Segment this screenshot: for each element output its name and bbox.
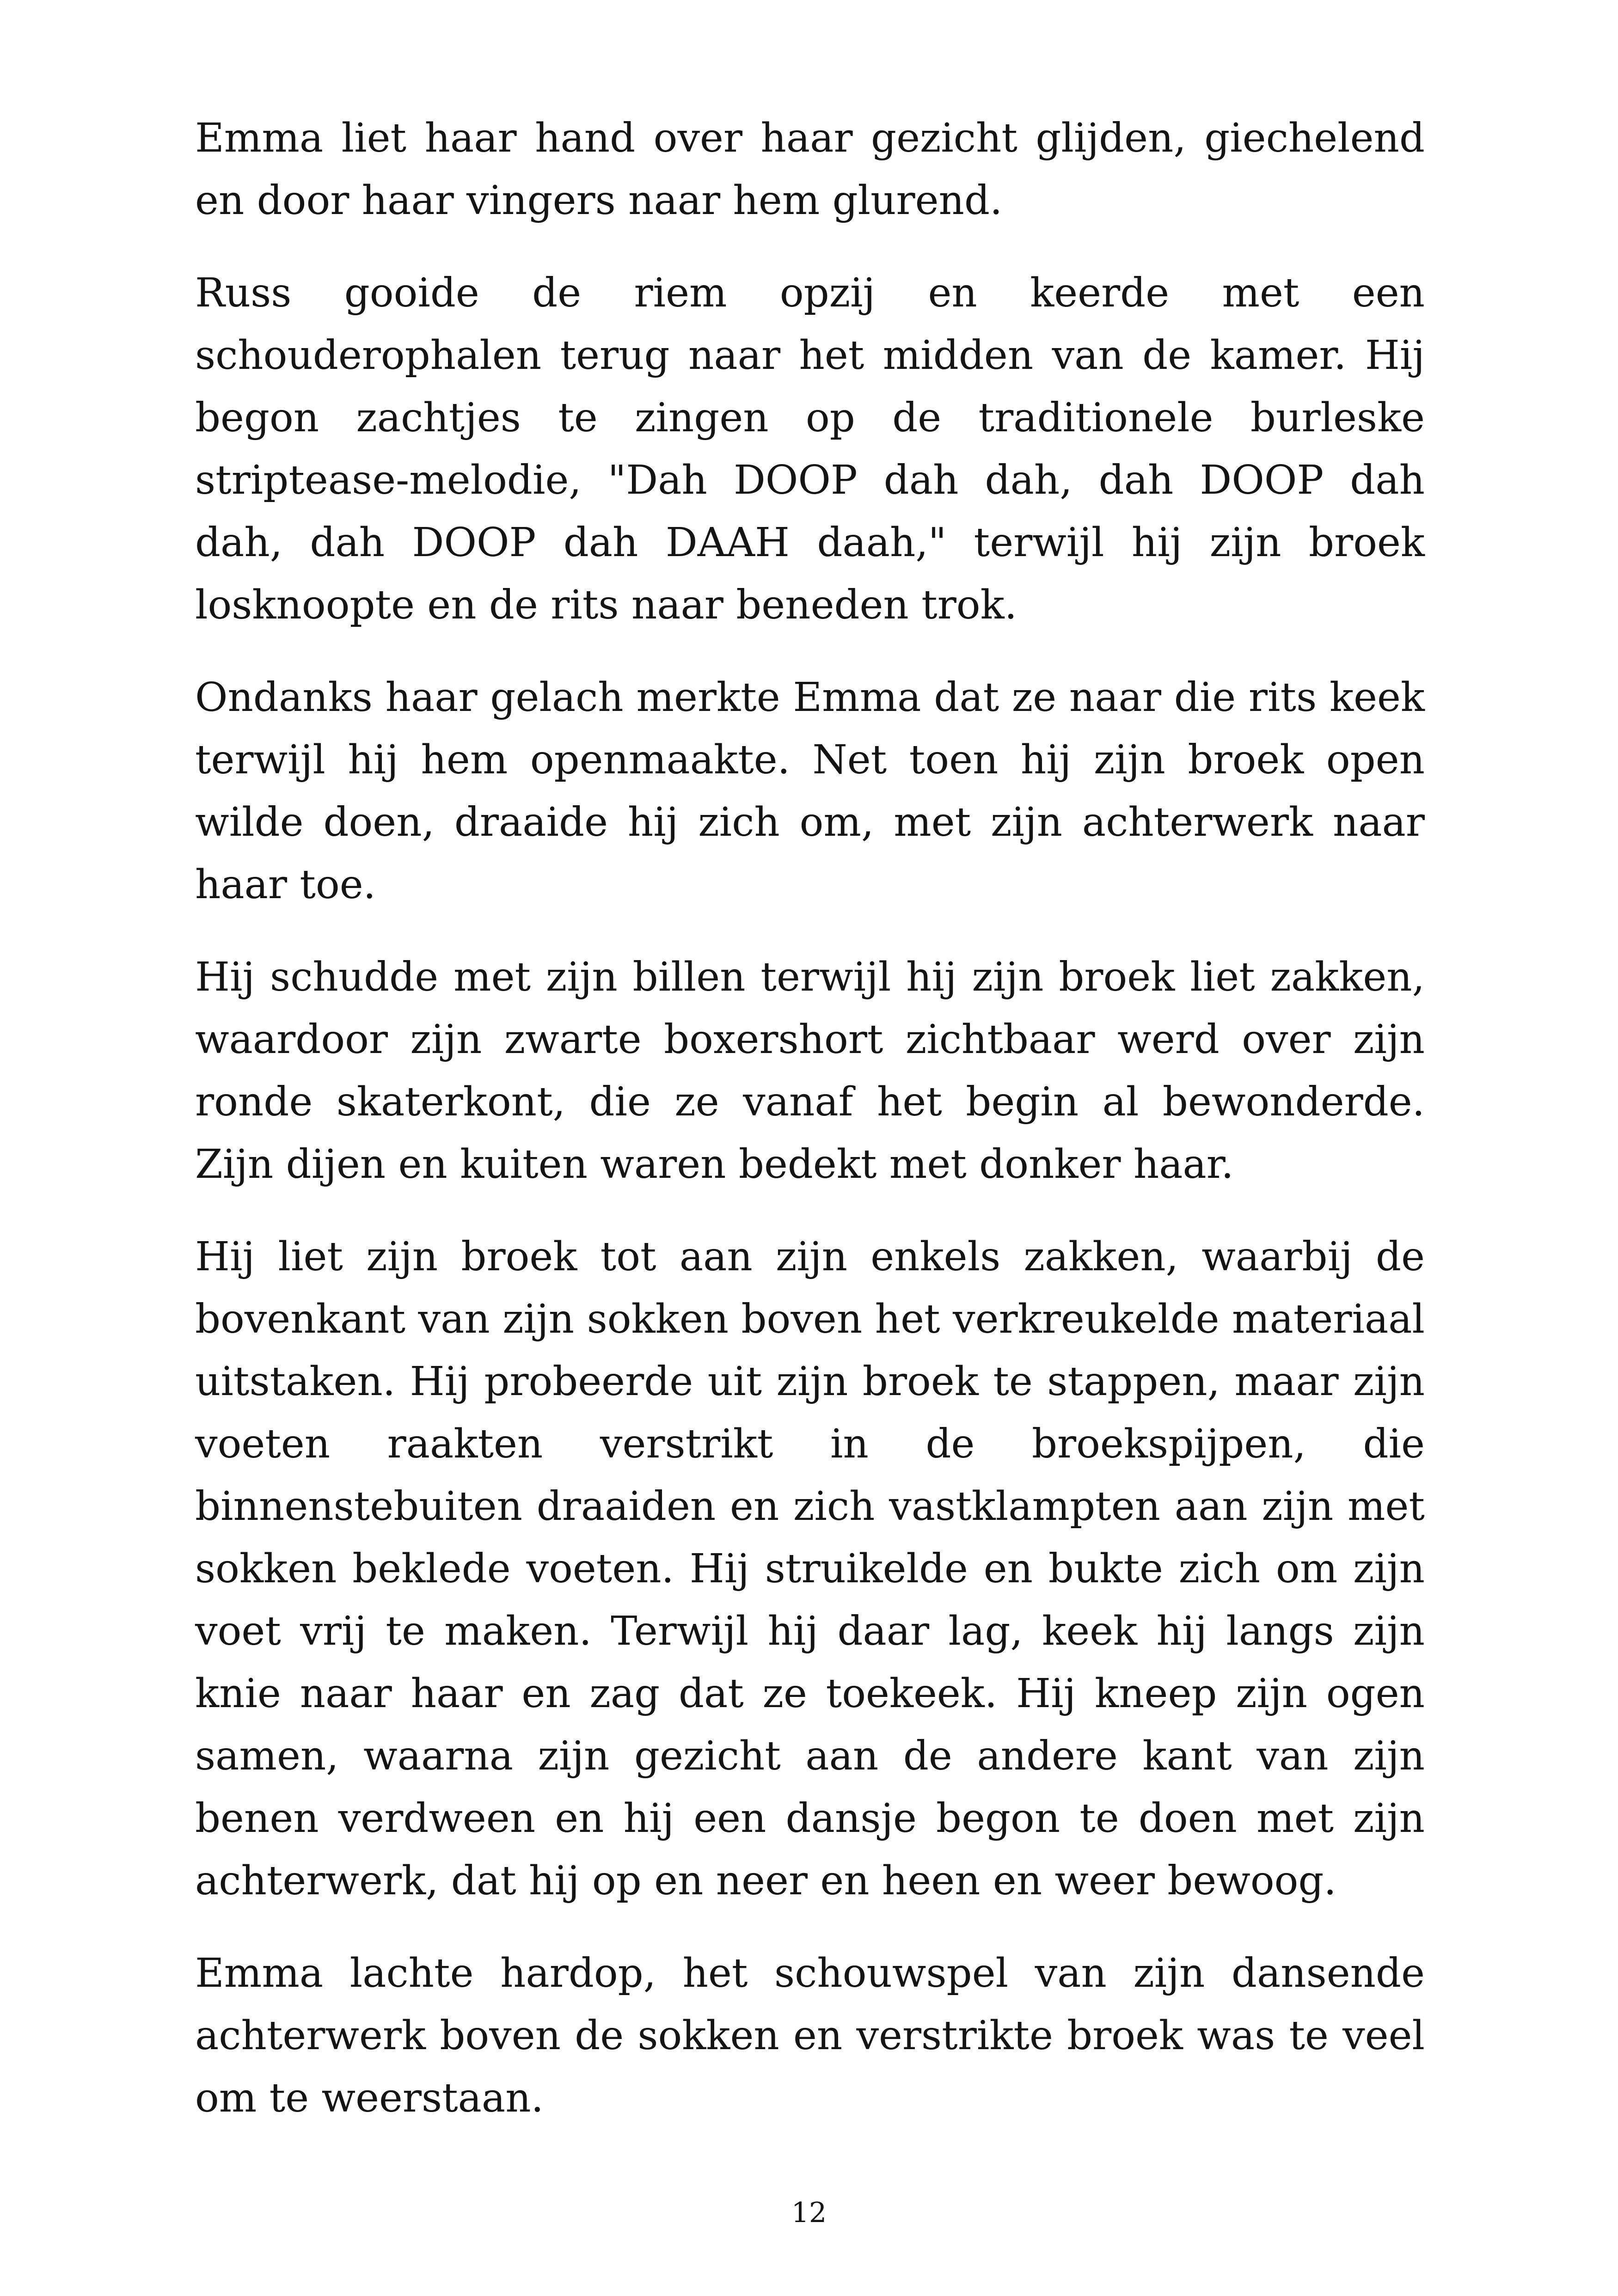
body-text (195, 107, 1425, 2160)
paragraph-4: Hij schudde met zijn billen terwijl hij zijn broek liet zakken, waardoor zijn zwarte boxershort zichtbaar werd over zijn ronde skaterkont, die ze vanaf het begin al bewonderde. Zijn dijen en kuiten waren bedekt met donker haar. (195, 954, 1425, 1188)
paragraph-1: Emma liet haar hand over haar gezicht glijden, giechelend en door haar vingers naar hem glurend. (195, 115, 1425, 224)
paragraph-5: Hij liet zijn broek tot aan zijn enkels zakken, waarbij de bovenkant van zijn sokken boven het verkreukelde materiaal uitstaken. Hij probeerde uit zijn broek te stappen, maar zijn voeten raakten verstrikt in de broekspijpen, die binnenstebuiten draaiden en zich vastklampten aan zijn met sokken beklede voeten. Hij struikelde en bukte zich om zijn voet vrij te maken. Terwijl hij daar lag, keek hij langs zijn knie naar haar en zag dat ze toekeek. Hij kneep zijn ogen samen, waarna zijn gezicht aan de andere kant van zijn benen verdween en hij een dansje begon te doen met zijn achterwerk, dat hij op en neer en heen en weer bewoog. (195, 1234, 1425, 1904)
paragraph-6: Emma lachte hardop, het schouwspel van zijn dansende achterwerk boven de sokken en verstrikte broek was te veel om te weerstaan. (195, 1950, 1425, 2121)
paragraph-2: Russ gooide de riem opzij en keerde met een schouderophalen terug naar het midden van de kamer. Hij begon zachtjes te zingen op de traditionele burleske striptease-melodie, "Dah DOOP dah dah, dah DOOP dah dah, dah DOOP dah DAAH daah," terwijl hij zijn broek losknoopte en de rits naar beneden trok. (195, 270, 1425, 628)
paragraph-3: Ondanks haar gelach merkte Emma dat ze naar die rits keek terwijl hij hem openmaakte. Net toen hij zijn broek open wilde doen, draaide hij zich om, met zijn achterwerk naar haar toe. (195, 674, 1425, 908)
page-number: 12 (791, 2197, 827, 2229)
